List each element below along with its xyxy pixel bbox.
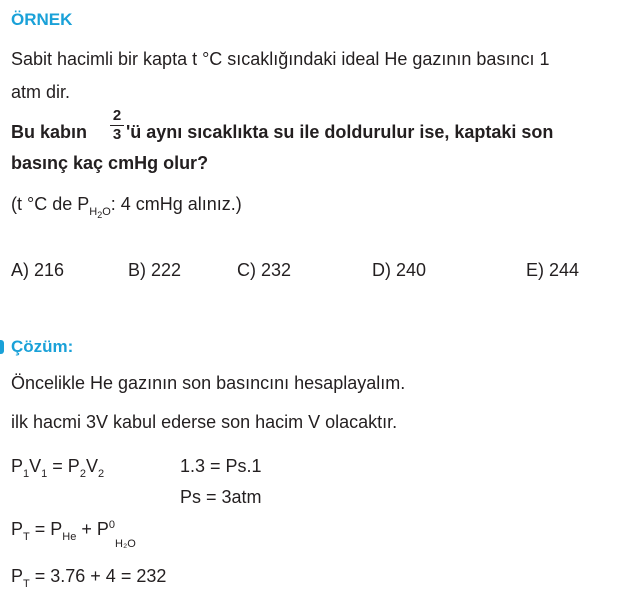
note-sub-h: H [89,206,98,218]
question-bold-start: Bu kabın [11,122,88,142]
option-a: A) 216 [11,260,65,280]
equation-total-pressure [11,518,136,550]
eq4-sub-he: He [62,531,77,543]
question-note [11,193,242,220]
eq4-sub-h2o: H₂O [115,538,136,550]
note-sub-o: O [102,206,111,218]
eq1-p1: P [11,456,24,476]
solution-line-2: ilk hacmi 3V kabul ederse son hacim V olacaktır. [11,412,398,432]
eq4-equals-p: = P [29,519,63,539]
note-sub-2: 2 [97,210,103,220]
solution-line-1: Öncelikle He gazının son basıncını hesaplayalım. [11,373,406,393]
fraction-denominator: 3 [112,126,122,143]
equation-substitution: 1.3 = Ps.1 [180,456,262,476]
equation-boyle [11,455,105,480]
eq4-p: P [11,519,24,539]
eq5-rest: = 3.76 + 4 = 232 [29,566,167,586]
eq1-equals: = [47,456,68,476]
eq1-sub-1: 1 [23,468,30,480]
eq1-sub-4: 2 [97,468,105,480]
eq1-sub-3: 2 [79,468,86,480]
equation-final [11,565,167,590]
note-sub-h2o [89,206,111,218]
question-bold-line-2: basınç kaç cmHg olur? [11,153,209,173]
option-e: E) 244 [526,260,580,280]
eq5-sub-t: T [23,578,30,590]
note-suffix: : 4 cmHg alınız.) [110,194,242,214]
eq4-sub-t: T [23,531,30,543]
eq1-p2: P [67,456,80,476]
example-heading: ÖRNEK [11,10,73,29]
equation-result: Ps = 3atm [180,487,262,507]
question-line-2: atm dir. [11,82,71,102]
option-c: C) 232 [237,260,292,280]
fraction-two-thirds [110,108,124,143]
note-prefix: (t °C de P [11,194,90,214]
solution-marker [0,340,4,354]
solution-heading: Çözüm: [11,337,74,356]
eq1-v1: V [29,456,42,476]
option-d: D) 240 [372,260,427,280]
eq1-v2: V [85,456,98,476]
eq1-sub-2: 1 [41,468,48,480]
eq4-sup-0: 0 [108,519,115,531]
eq4-plus-p: + P [76,519,109,539]
question-line-1: Sabit hacimli bir kapta t °C sıcaklığındaki ideal He gazının basıncı 1 [11,49,550,69]
question-bold-end: 'ü aynı sıcaklıkta su ile doldurulur ise, kaptaki son [126,122,554,142]
eq5-p: P [11,566,24,586]
option-b: B) 222 [128,260,182,280]
fraction-numerator: 2 [112,107,122,124]
